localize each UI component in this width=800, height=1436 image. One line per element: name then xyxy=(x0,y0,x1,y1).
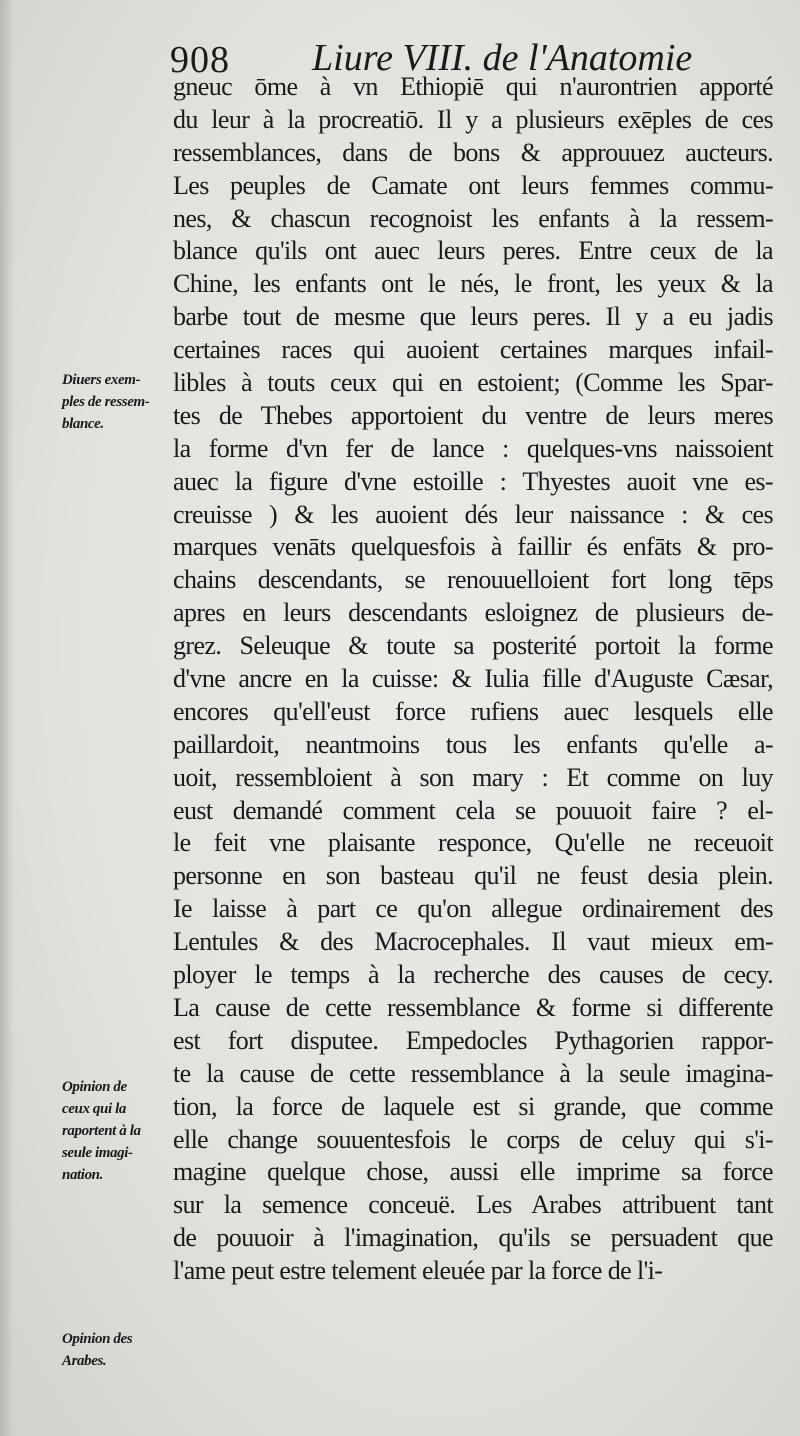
margin-note-line: nation. xyxy=(62,1167,103,1183)
text-line: nes, & chascun recognoist les enfants à la ressem- xyxy=(173,203,773,233)
text-line: ployer le temps à la recherche des causes de cecy. xyxy=(173,960,773,990)
text-line: d'vne ancre en la cuisse: & Iulia fille d'Auguste Cæsar, xyxy=(173,664,773,694)
margin-note-opinion-imagination xyxy=(62,1076,180,1186)
margin-note-line: raportent à la xyxy=(62,1123,141,1139)
margin-note-diuers-exemples xyxy=(62,369,180,435)
margin-note-line: ceux qui la xyxy=(62,1101,126,1117)
text-line: libles à touts ceux qui en estoient; (Comme les Spar- xyxy=(173,368,773,398)
text-line: du leur à la procreatiō. Il y a plusieurs exēples de ces xyxy=(173,104,773,134)
text-line: creuisse ) & les auoient dés leur naissance : & ces xyxy=(173,499,773,529)
text-line: te la cause de cette ressemblance à la seule imagina- xyxy=(173,1058,773,1088)
margin-note-line: Opinion des xyxy=(62,1331,133,1347)
text-line: certaines races qui auoient certaines marques infail- xyxy=(173,335,773,365)
running-title: Liure VIII. de l'Anatomie xyxy=(312,37,693,79)
page-gutter-shadow xyxy=(0,0,14,1436)
text-line: de pouuoir à l'imagination, qu'ils se persuadent que xyxy=(173,1223,773,1253)
text-line: grez. Seleuque & toute sa posterité portoit la forme xyxy=(173,631,773,661)
body-text xyxy=(173,71,773,1288)
text-line: auec la figure d'vne estoille : Thyestes auoit vne es- xyxy=(173,466,773,496)
text-line: marques venāts quelquesfois à faillir és enfāts & pro- xyxy=(173,532,773,562)
text-line: personne en son basteau qu'il ne feust desia plein. xyxy=(173,861,773,891)
text-line: La cause de cette ressemblance & forme si differente xyxy=(173,992,773,1022)
text-line: paillardoit, neantmoins tous les enfants qu'elle a- xyxy=(173,729,773,759)
margin-note-line: blance. xyxy=(62,416,104,432)
text-line: apres en leurs descendants esloignez de plusieurs de- xyxy=(173,598,773,628)
text-line: barbe tout de mesme que leurs peres. Il y a eu jadis xyxy=(173,302,773,332)
text-line: encores qu'ell'eust force rufiens auec lesquels elle xyxy=(173,696,773,726)
text-line: chains descendants, se renouuelloient fort long tēps xyxy=(173,565,773,595)
text-line: sur la semence conceuë. Les Arabes attribuent tant xyxy=(173,1190,773,1220)
text-line: ressemblances, dans de bons & approuuez aucteurs. xyxy=(173,137,773,167)
text-line: uoit, ressembloient à son mary : Et comme on luy xyxy=(173,762,773,792)
page-number: 908 xyxy=(170,39,230,81)
text-line: Les peuples de Camate ont leurs femmes commu- xyxy=(173,170,773,200)
text-line: Lentules & des Macrocephales. Il vaut mieux em- xyxy=(173,927,773,957)
margin-note-line: Diuers exem- xyxy=(62,372,141,388)
text-line: magine quelque chose, aussi elle imprime sa force xyxy=(173,1157,773,1187)
text-line: elle change souuentesfois le corps de celuy qui s'i- xyxy=(173,1124,773,1154)
text-line: l'ame peut estre telement eleuée par la force de l'i- xyxy=(173,1256,663,1286)
text-line: tion, la force de laquele est si grande, que comme xyxy=(173,1091,773,1121)
text-line: la forme d'vn fer de lance : quelques-vns naissoient xyxy=(173,433,773,463)
text-line: le feit vne plaisante responce, Qu'elle ne receuoit xyxy=(173,828,773,858)
margin-note-line: seule imagi- xyxy=(62,1145,133,1161)
text-line: blance qu'ils ont auec leurs peres. Entre ceux de la xyxy=(173,236,773,266)
text-line: est fort disputee. Empedocles Pythagorien rappor- xyxy=(173,1025,773,1055)
margin-note-line: ples de ressem- xyxy=(62,394,150,410)
text-line: Chine, les enfants ont le nés, le front, les yeux & la xyxy=(173,269,773,299)
margin-note-line: Arabes. xyxy=(62,1353,107,1369)
text-line: gneuc ōme à vn Ethiopiē qui n'aurontrien apporté xyxy=(173,72,773,101)
text-line: eust demandé comment cela se pouuoit faire ? el- xyxy=(173,795,773,825)
text-line: Ie laisse à part ce qu'on allegue ordinairement des xyxy=(173,894,773,924)
margin-note-line: Opinion de xyxy=(62,1079,127,1095)
text-line: tes de Thebes apportoient du ventre de leurs meres xyxy=(173,400,773,430)
margin-note-opinion-arabes xyxy=(62,1328,180,1372)
